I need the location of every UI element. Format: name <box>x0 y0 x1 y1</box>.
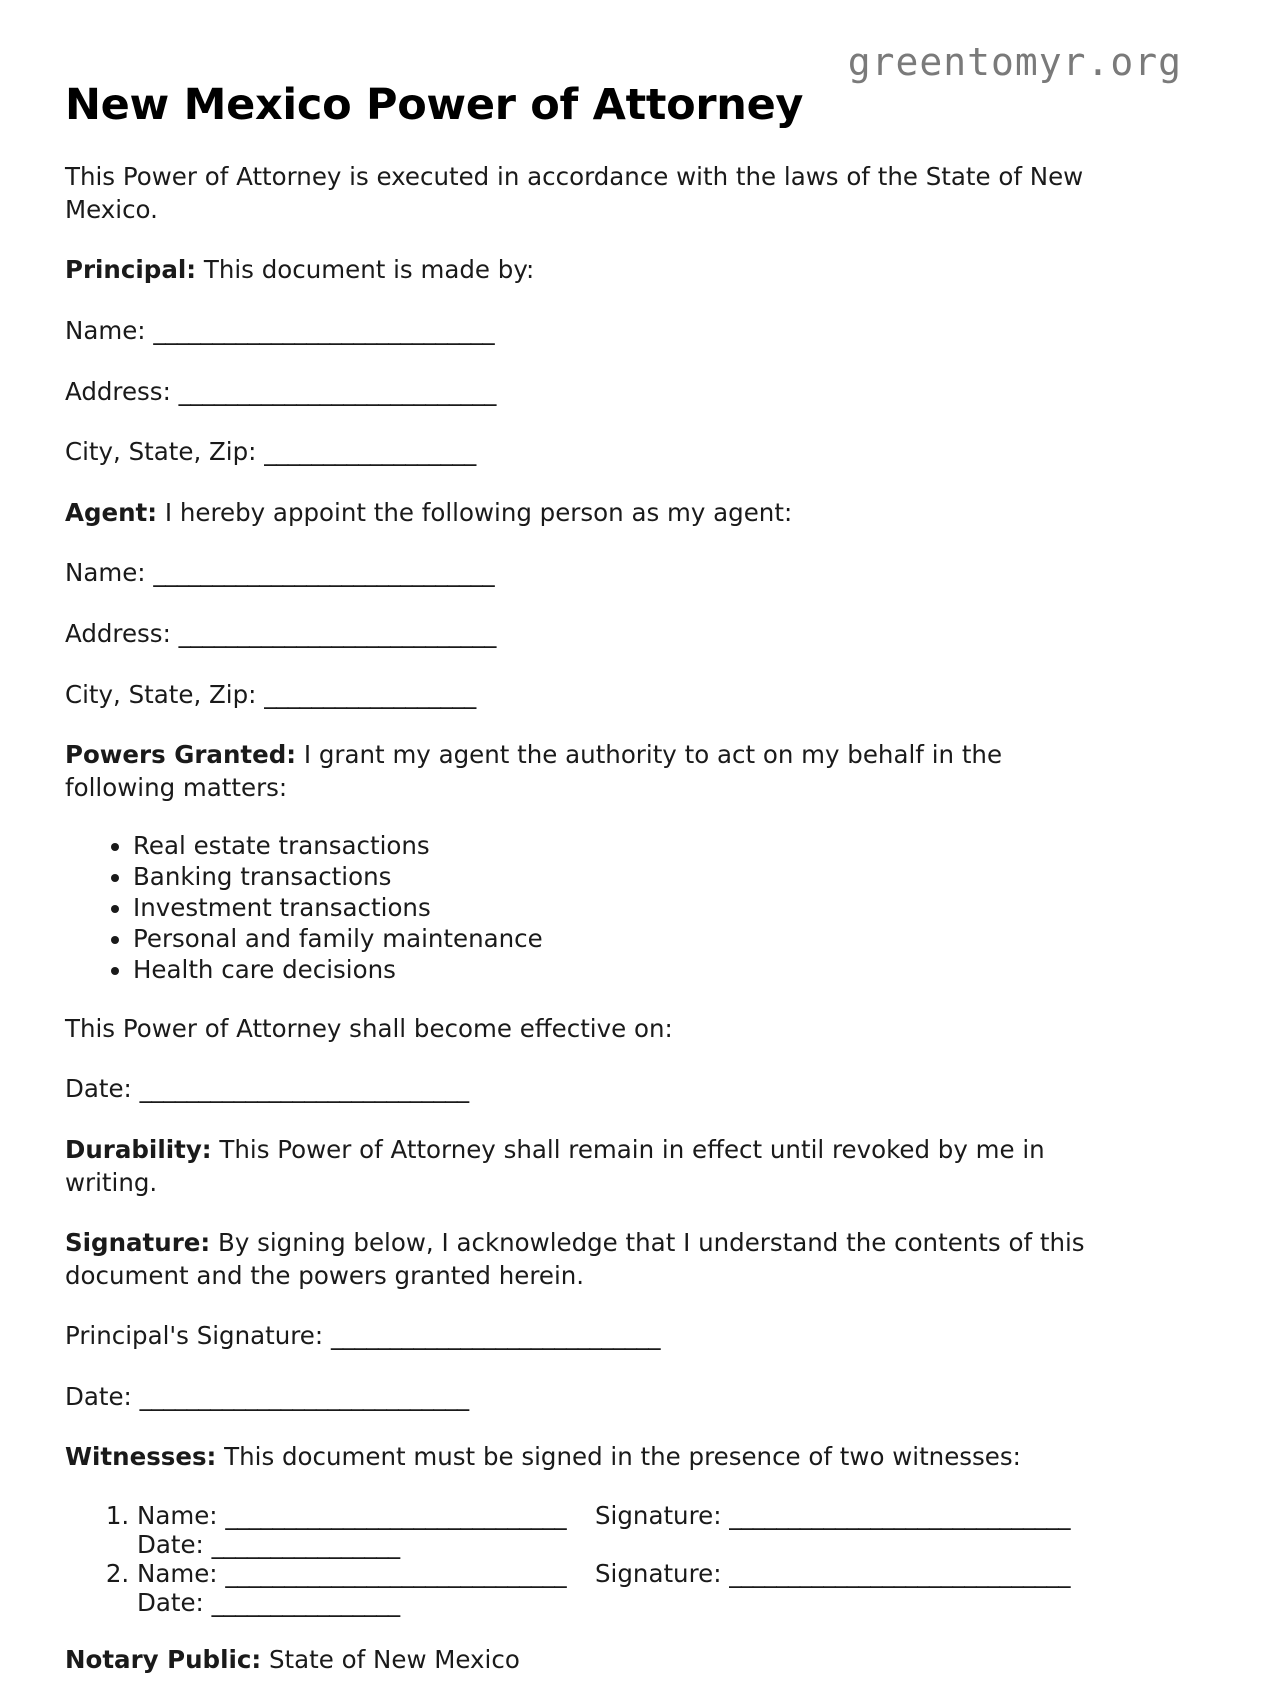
principal-name-label: Name: <box>65 316 154 346</box>
witnesses-label: Witnesses: <box>65 1442 217 1472</box>
witness-1-date-blank[interactable]: ________________ <box>211 1529 400 1559</box>
witness-1-signature-blank[interactable]: _____________________________ <box>729 1500 1070 1530</box>
agent-address-field <box>65 618 1115 651</box>
agent-citystatezip-blank[interactable]: __________________ <box>264 679 476 709</box>
witness-1-name-group <box>137 1502 595 1531</box>
notary-public-label: Notary Public: <box>65 1644 262 1674</box>
signature-text: By signing below, I acknowledge that I understand the contents of this document and the powers granted herein. <box>65 1228 1085 1290</box>
witnesses-heading-rest: This document must be signed in the presence of two witnesses: <box>216 1442 1021 1472</box>
witness-1-date-row <box>137 1531 1115 1560</box>
list-item: • Personal and family maintenance <box>133 925 1115 954</box>
witness-1-date-label: Date: <box>137 1529 212 1559</box>
powers-granted-heading <box>65 739 1115 804</box>
principal-signature-label: Principal's Signature: <box>65 1321 331 1351</box>
notary-public-line <box>65 1644 1115 1677</box>
effective-date-blank[interactable]: ____________________________ <box>139 1074 469 1104</box>
signature-paragraph <box>65 1227 1115 1292</box>
durability-text: This Power of Attorney shall remain in effect until revoked by me in writing. <box>65 1134 1045 1197</box>
witness-2-signature-label: Signature: <box>595 1558 730 1588</box>
witness-1-signature-label: Signature: <box>595 1500 730 1530</box>
agent-citystatezip-label: City, State, Zip: <box>65 679 265 709</box>
list-item: • Banking transactions <box>133 863 1115 892</box>
signature-date-blank[interactable]: ____________________________ <box>139 1381 469 1411</box>
witness-2-date-row <box>137 1589 1115 1618</box>
principal-citystatezip-field <box>65 436 1115 469</box>
list-item: • Investment transactions <box>133 894 1115 923</box>
notary-public-state: State of New Mexico <box>261 1644 520 1674</box>
page-title: New Mexico Power of Attorney <box>65 80 804 130</box>
powers-granted-label: Powers Granted: <box>65 740 297 770</box>
witness-2-name-blank[interactable]: _____________________________ <box>225 1558 567 1588</box>
principal-name-field <box>65 315 1115 348</box>
effective-date-field <box>65 1073 1115 1106</box>
witness-2-date-label: Date: <box>137 1587 212 1617</box>
principal-name-blank[interactable]: _____________________________ <box>153 316 495 346</box>
agent-address-blank[interactable]: ___________________________ <box>178 618 496 648</box>
principal-address-field <box>65 376 1115 409</box>
effective-date-text: This Power of Attorney shall become effective on: <box>65 1013 673 1043</box>
powers-granted-heading-rest: I grant my agent the authority to act on my behalf in the following matters: <box>65 740 1003 802</box>
document-content <box>65 82 1115 1704</box>
principal-address-blank[interactable]: ___________________________ <box>178 376 496 406</box>
effective-date-label: Date: <box>65 1074 140 1104</box>
list-item <box>137 1560 1115 1618</box>
agent-heading-rest: I hereby appoint the following person as my agent: <box>157 497 793 527</box>
principal-citystatezip-blank[interactable]: __________________ <box>264 437 476 467</box>
signature-date-label: Date: <box>65 1381 140 1411</box>
agent-name-blank[interactable]: _____________________________ <box>153 558 495 588</box>
witnesses-list <box>65 1502 1115 1618</box>
witness-2-name-group <box>137 1560 595 1589</box>
witness-2-name-row <box>137 1560 1115 1589</box>
durability-label: Durability: <box>65 1134 212 1164</box>
principal-heading-rest: This document is made by: <box>196 255 535 285</box>
list-item: • Health care decisions <box>133 956 1115 985</box>
witness-2-name-label: Name: <box>137 1558 226 1588</box>
witness-1-name-label: Name: <box>137 1500 226 1530</box>
intro-paragraph: This Power of Attorney is executed in accordance with the laws of the State of New Mexico. <box>65 162 1084 224</box>
signature-date-field <box>65 1381 1115 1414</box>
principal-address-label: Address: <box>65 376 179 406</box>
witness-2-signature-blank[interactable]: _____________________________ <box>729 1558 1070 1588</box>
powers-list <box>65 832 1115 985</box>
site-watermark: greentomyr.org <box>847 40 1182 84</box>
agent-name-field <box>65 557 1115 590</box>
principal-heading <box>65 254 1115 287</box>
list-item <box>137 1502 1115 1560</box>
principal-signature-field <box>65 1320 1115 1353</box>
signature-label: Signature: <box>65 1228 211 1258</box>
agent-address-label: Address: <box>65 618 179 648</box>
agent-heading <box>65 497 1115 530</box>
agent-name-label: Name: <box>65 558 154 588</box>
agent-label: Agent: <box>65 497 158 527</box>
witness-1-name-blank[interactable]: _____________________________ <box>225 1500 567 1530</box>
agent-citystatezip-field <box>65 679 1115 712</box>
witness-1-name-row <box>137 1502 1115 1531</box>
principal-signature-blank[interactable]: ____________________________ <box>330 1321 660 1351</box>
witness-2-date-blank[interactable]: ________________ <box>211 1587 400 1617</box>
list-item: • Real estate transactions <box>133 832 1115 861</box>
principal-citystatezip-label: City, State, Zip: <box>65 437 265 467</box>
durability-paragraph <box>65 1134 1115 1199</box>
witnesses-heading <box>65 1441 1115 1474</box>
principal-label: Principal: <box>65 255 197 285</box>
